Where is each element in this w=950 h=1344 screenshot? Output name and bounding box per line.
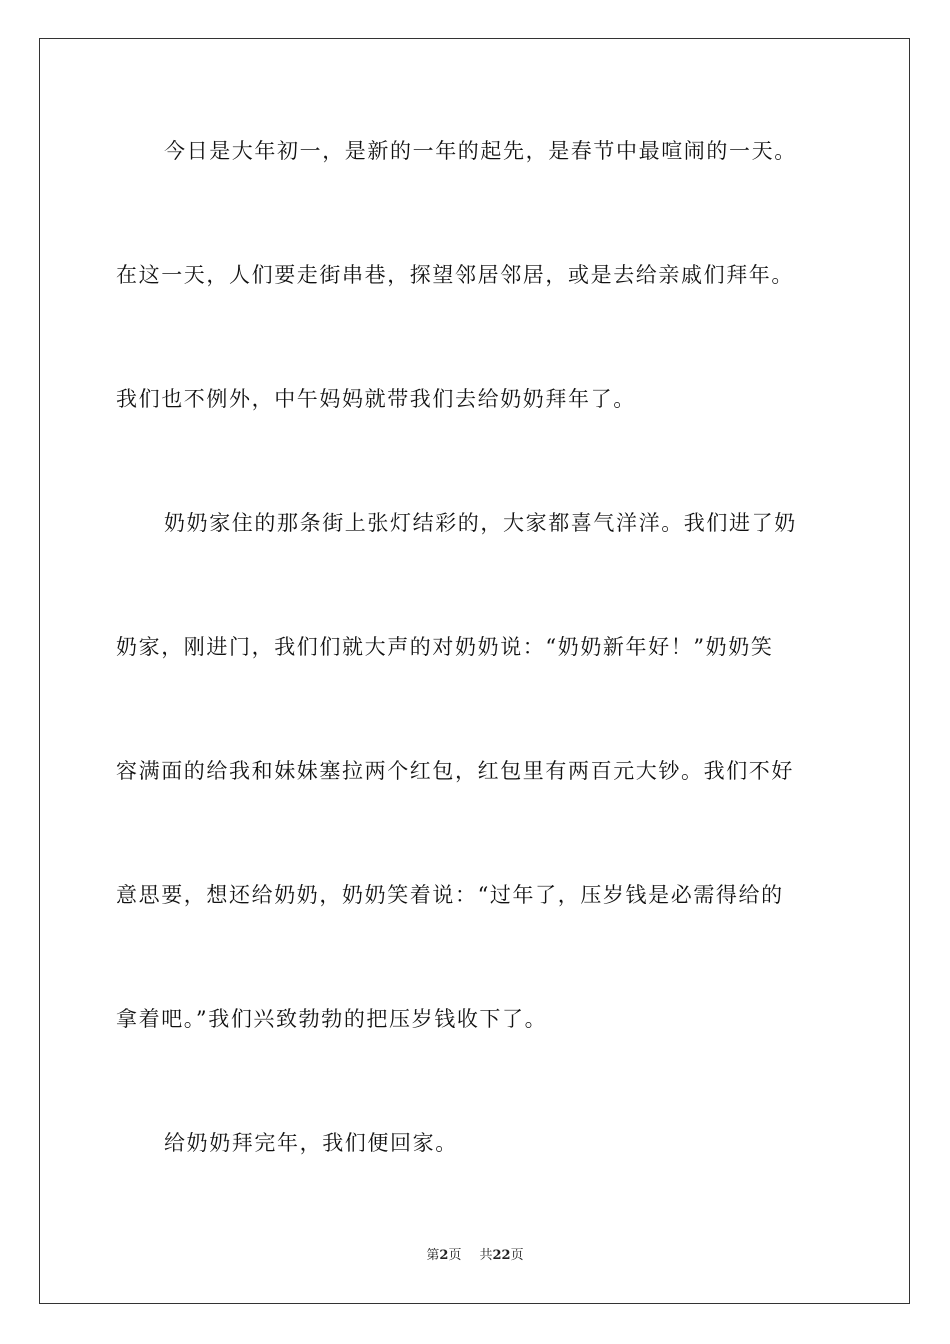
page-number: 2 xyxy=(439,1248,449,1263)
paragraph-1-line-1: 今日是大年初一，是新的一年的起先，是春节中最喧闹的一天。 xyxy=(164,139,797,163)
page-frame xyxy=(39,38,910,1304)
total-pages: 22 xyxy=(492,1248,511,1263)
paragraph-2-line-1: 奶奶家住的那条街上张灯结彩的，大家都喜气洋洋。我们进了奶 xyxy=(164,511,797,535)
total-suffix: 页 xyxy=(510,1248,524,1263)
paragraph-2-line-2: 奶家，刚进门，我们们就大声的对奶奶说：“奶奶新年好！”奶奶笑 xyxy=(116,635,774,659)
page-prefix: 第 xyxy=(426,1248,440,1263)
total-prefix: 共 xyxy=(479,1248,493,1263)
paragraph-1-line-2: 在这一天，人们要走街串巷，探望邻居邻居，或是去给亲戚们拜年。 xyxy=(116,263,794,287)
paragraph-3-line-1: 给奶奶拜完年，我们便回家。 xyxy=(164,1131,458,1155)
paragraph-2-line-3: 容满面的给我和妹妹塞拉两个红包，红包里有两百元大钞。我们不好 xyxy=(116,759,794,783)
paragraph-1-line-3: 我们也不例外，中午妈妈就带我们去给奶奶拜年了。 xyxy=(116,387,636,411)
paragraph-2-line-5: 拿着吧。”我们兴致勃勃的把压岁钱收下了。 xyxy=(116,1007,548,1031)
page-suffix: 页 xyxy=(448,1248,462,1263)
page-footer xyxy=(0,1247,950,1265)
paragraph-2-line-4: 意思要，想还给奶奶，奶奶笑着说：“过年了，压岁钱是必需得给的 xyxy=(116,883,784,907)
